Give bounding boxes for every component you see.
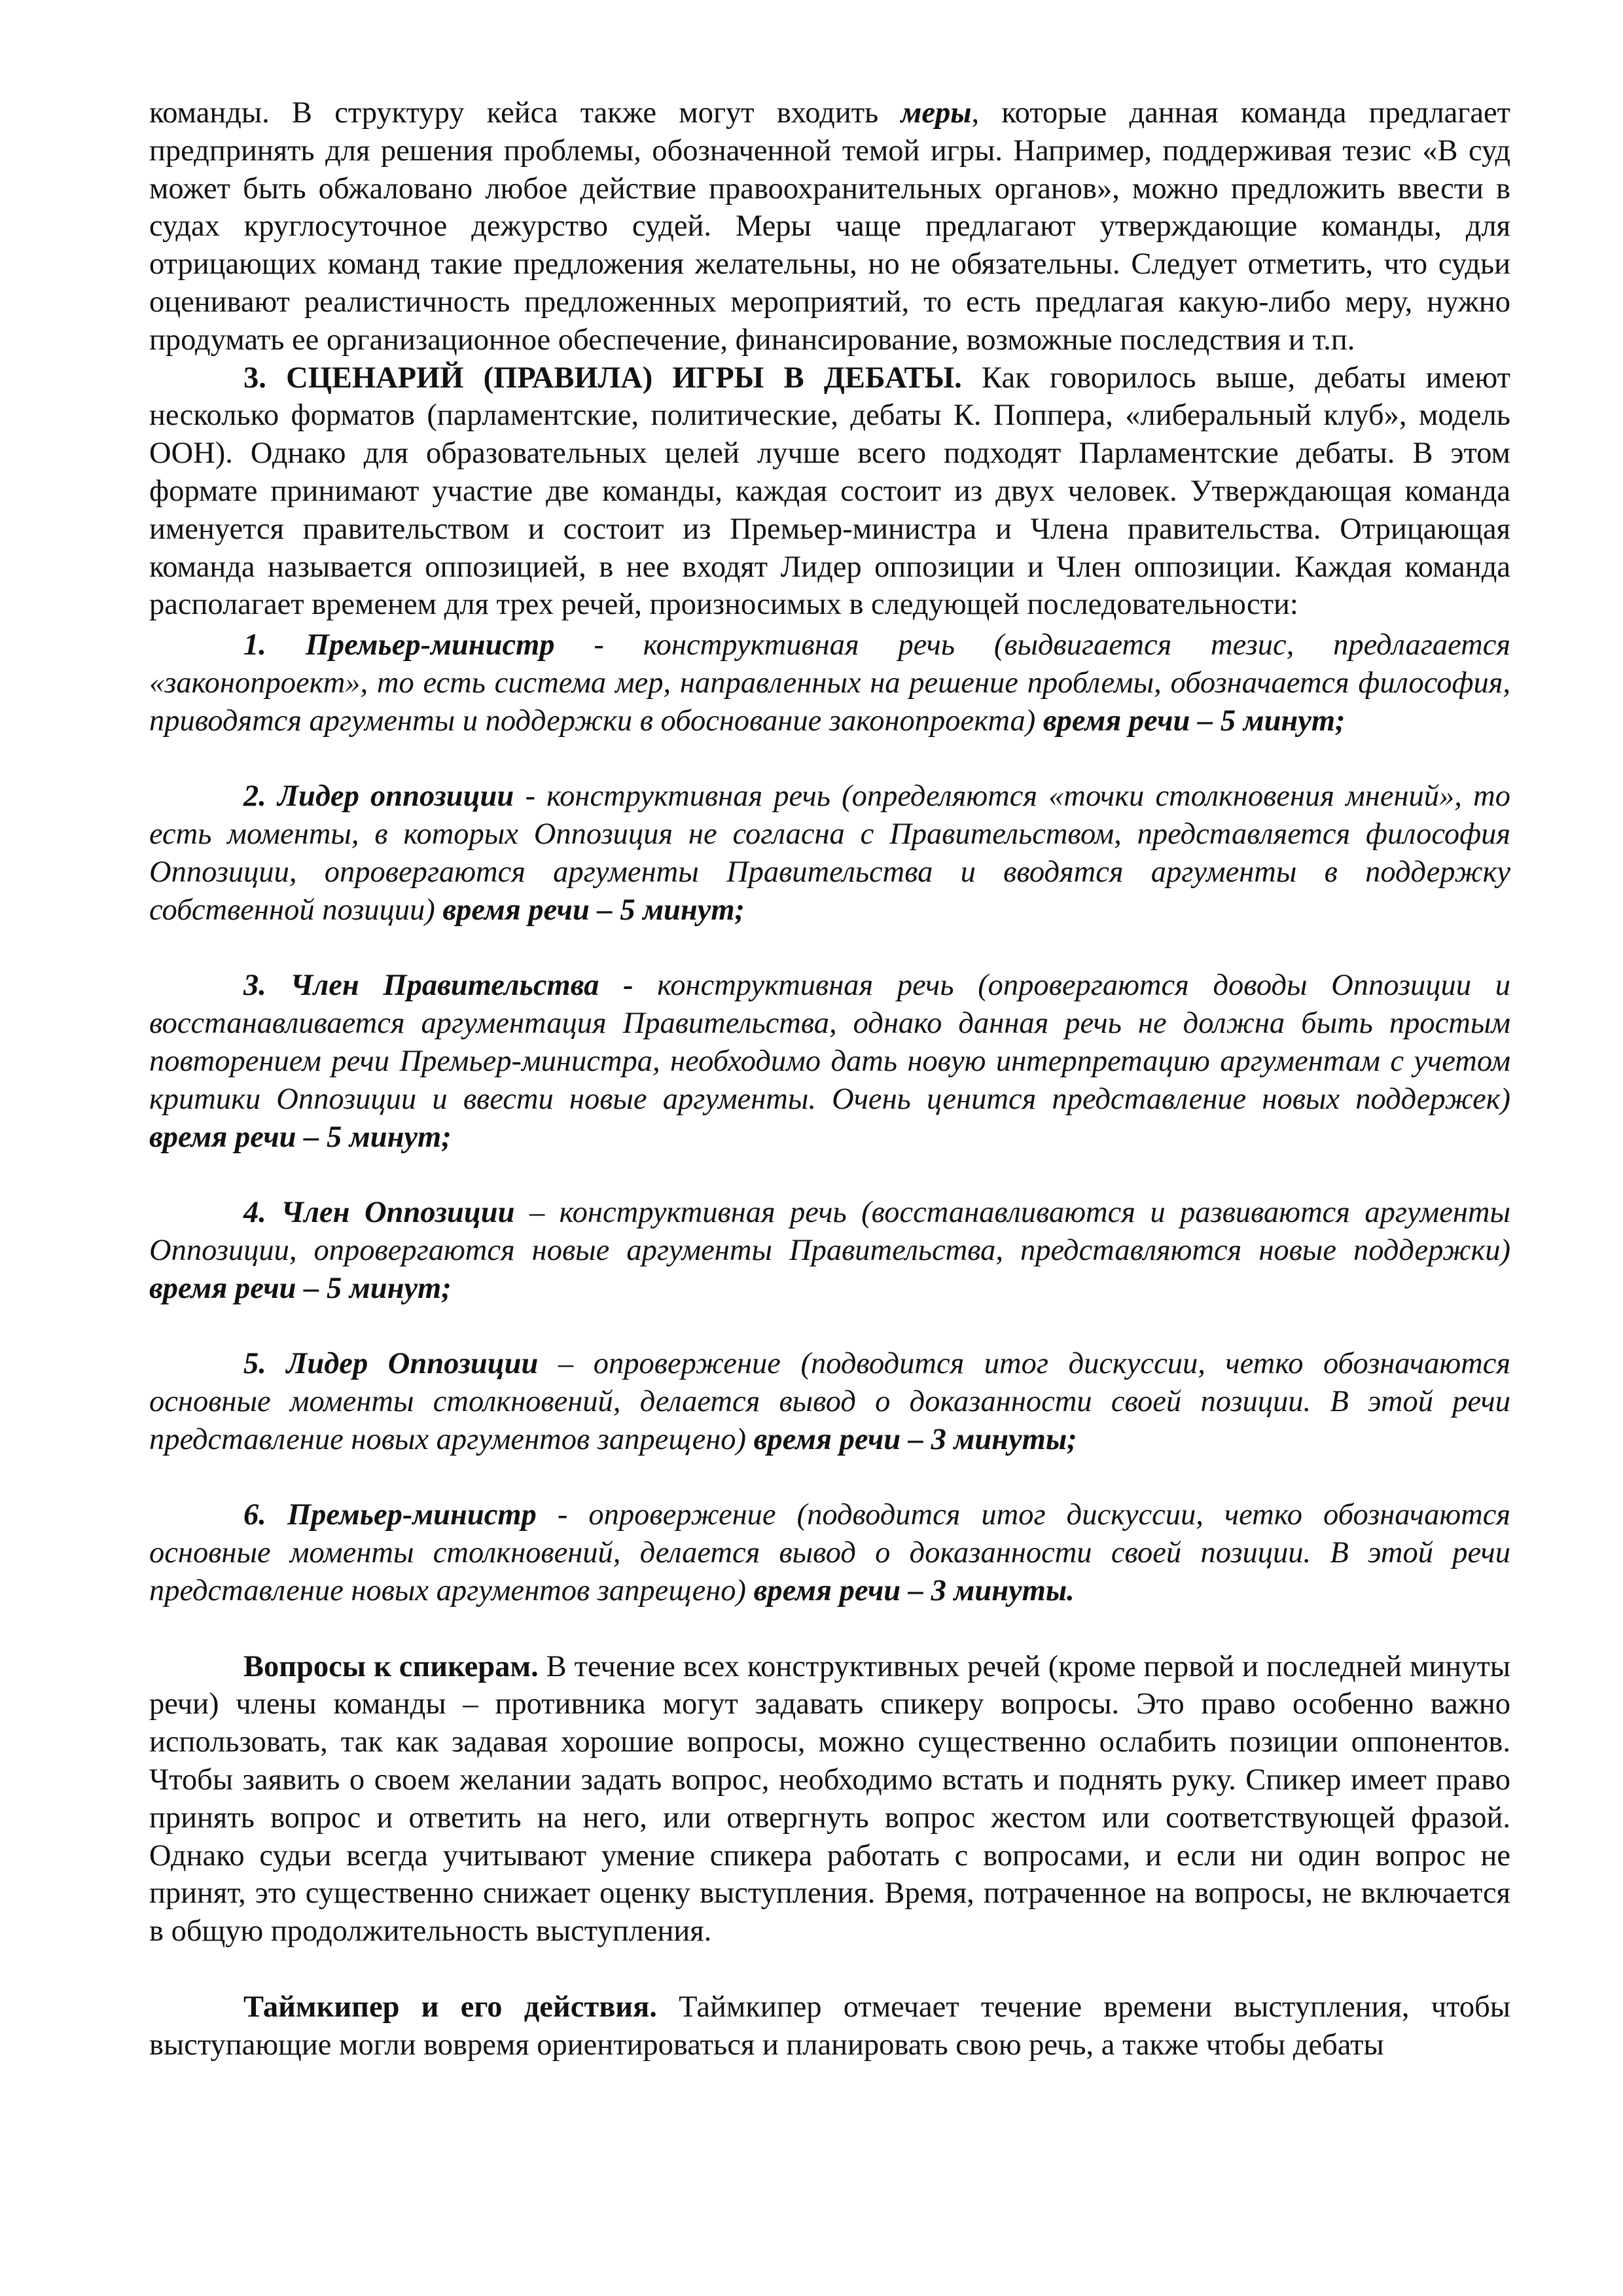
speech-1-time: время речи – 5 минут;	[1043, 704, 1346, 738]
section-3-paragraph: 3. СЦЕНАРИЙ (ПРАВИЛА) ИГРЫ В ДЕБАТЫ. Как говорилось выше, дебаты имеют несколько форматов (парламентские, политические, дебаты К. Поппера, «либеральный клуб», модель ООН). Однако для образовательных целей лучше всего подходят Парламентские дебаты. В этом формате принимают участие две команды, каждая состоит из двух человек. Утверждающая команда именуется правительством и состоит из Премьер-министра и Члена правительства. Отрицающая команда называется оппозицией, в нее входят Лидер оппозиции и Член оппозиции. Каждая команда располагает временем для трех речей, произносимых в следующей последовательности:	[149, 361, 1510, 622]
speech-3-title: 3. Член Правительства -	[243, 969, 633, 1003]
intro-paragraph: команды. В структуру кейса также могут входить меры, которые данная команда предлагает предпринять для решения проблемы, обозначенной темой игры. Например, поддерживая тезис «В суд может быть обжаловано любое действие правоохранительных органов», можно предложить ввести в судах круглосуточное дежурство судей. Меры чаще предлагают утверждающие команды, для отрицающих команд такие предложения желательны, но не обязательны. Следует отметить, что судьи оценивают реалистичность предложенных мероприятий, то есть предлагая какую-либо меру, нужно продумать ее организационное обеспечение, финансирование, возможные последствия и т.п.	[149, 96, 1510, 357]
speech-5-title: 5. Лидер Оппозиции	[243, 1347, 539, 1381]
speech-2-time: время речи – 5 минут;	[442, 893, 745, 927]
speech-6-title: 6. Премьер-министр	[243, 1498, 537, 1532]
speech-1: 1. Премьер-министр - конструктивная речь (выдвигается тезис, предлагается «законопроект», то есть система мер, направленных на решение проблемы, обозначается философия, приводятся аргументы и поддержки в обоснование законопроекта) время речи – 5 минут;	[149, 628, 1510, 738]
speech-2: 2. Лидер оппозиции - конструктивная речь (определяются «точки столкновения мнений», то есть моменты, в которых Оппозиция не согласна с Правительством, представляется философия Оппозиции, опровергаются аргументы Правительства и вводятся аргументы в поддержку собственной позиции) время речи – 5 минут;	[149, 780, 1510, 927]
document-page	[149, 94, 1510, 2064]
speech-3-time: время речи – 5 минут;	[149, 1120, 452, 1154]
speech-2-title: 2. Лидер оппозиции	[243, 780, 514, 814]
speech-4: 4. Член Оппозиции – конструктивная речь (восстанавливаются и развиваются аргументы Оппозиции, опровергаются новые аргументы Правительства, представляются новые поддержки) время речи – 5 минут;	[149, 1196, 1510, 1305]
questions-heading: Вопросы к спикерам.	[243, 1649, 539, 1683]
speech-6: 6. Премьер-министр - опровержение (подводится итог дискуссии, четко обозначаются основные моменты столкновений, делается вывод о доказанности своей позиции. В этой речи представление новых аргументов запрещено) время речи – 3 минуты.	[149, 1498, 1510, 1608]
speech-4-title: 4. Член Оппозиции	[243, 1196, 515, 1230]
speech-3: 3. Член Правительства - конструктивная речь (опровергаются доводы Оппозиции и восстанавливается аргументация Правительства, однако данная речь не должна быть простым повторением речи Премьер-министра, необходимо дать новую интерпретацию аргументам с учетом критики Оппозиции и ввести новые аргументы. Очень ценится представление новых поддержек) время речи – 5 минут;	[149, 969, 1510, 1154]
speech-6-time: время речи – 3 минуты.	[753, 1574, 1075, 1608]
timekeeper-paragraph: Таймкипер и его действия. Таймкипер отмечает течение времени выступления, чтобы выступающие могли вовремя ориентироваться и планировать свою речь, а также чтобы дебаты	[149, 1990, 1510, 2062]
speech-5-time: время речи – 3 минуты;	[753, 1422, 1077, 1456]
speech-5: 5. Лидер Оппозиции – опровержение (подводится итог дискуссии, четко обозначаются основные моменты столкновений, делается вывод о доказанности своей позиции. В этой речи представление новых аргументов запрещено) время речи – 3 минуты;	[149, 1347, 1510, 1456]
term-measures: меры	[901, 96, 972, 130]
speech-1-title: 1. Премьер-министр	[243, 628, 555, 662]
speech-4-time: время речи – 5 минут;	[149, 1271, 452, 1305]
timekeeper-heading: Таймкипер и его действия.	[243, 1990, 657, 2024]
section-3-heading: 3. СЦЕНАРИЙ (ПРАВИЛА) ИГРЫ В ДЕБАТЫ.	[243, 361, 962, 395]
questions-paragraph: Вопросы к спикерам. В течение всех конструктивных речей (кроме первой и последней минуты речи) члены команды – противника могут задавать спикеру вопросы. Это право особенно важно использовать, так как задавая хорошие вопросы, можно существенно ослабить позиции оппонентов. Чтобы заявить о своем желании задать вопрос, необходимо встать и поднять руку. Спикер имеет право принять вопрос и ответить на него, или отвергнуть вопрос жестом или соответствующей фразой. Однако судьи всегда учитывают умение спикера работать с вопросами, и если ни один вопрос не принят, это существенно снижает оценку выступления. Время, потраченное на вопросы, не включается в общую продолжительность выступления.	[149, 1649, 1511, 1948]
